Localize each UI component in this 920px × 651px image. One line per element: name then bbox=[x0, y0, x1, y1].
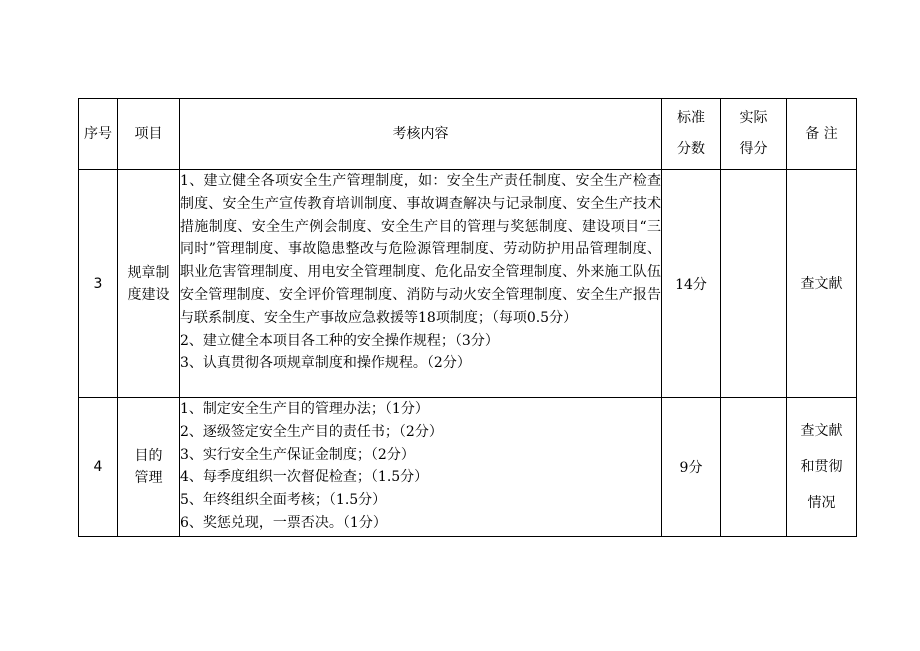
row-remark: 查文献和贯彻情况 bbox=[787, 398, 857, 537]
content-line: 4、每季度组织一次督促检查；（1.5分） bbox=[180, 469, 429, 486]
table-row bbox=[79, 170, 857, 398]
row-standard-score: 9分 bbox=[662, 398, 721, 537]
row-item: 目的管理 bbox=[118, 398, 180, 537]
row-seq: 3 bbox=[79, 170, 118, 398]
row-remark: 查文献 bbox=[787, 170, 857, 398]
header-content: 考核内容 bbox=[180, 99, 662, 170]
content-line: 1、建立健全各项安全生产管理制度，如：安全生产责任制度、安全生产检查制度、安全生产宣传教育培训制度、事故调查解决与记录制度、安全生产技术措施制度、安全生产例会制度、安全生产目的管理与奖惩制度、建设项目“三同时”管理制度、事故隐患整改与危险源管理制度、劳动防护用品管理制度、职业危害管理制度、用电安全管理制度、危化品安全管理制度、外来施工队伍安全管理制度、安全评价管理制度、消防与动火安全管理制度、安全生产报告与联系制度、安全生产事故应急救援等18项制度；（每项0.5分） bbox=[180, 173, 661, 326]
header-remark: 备 注 bbox=[787, 99, 857, 170]
content-line: 2、逐级签定安全生产目的责任书；（2分） bbox=[180, 423, 443, 440]
content-line: 3、实行安全生产保证金制度；（2分） bbox=[180, 446, 415, 463]
content-line: 5、年终组织全面考核；（1.5分） bbox=[180, 492, 387, 509]
row-actual-score bbox=[721, 398, 787, 537]
content-line: 6、奖惩兑现，一票否决。（1分） bbox=[180, 514, 387, 531]
row-content bbox=[180, 170, 662, 398]
row-seq: 4 bbox=[79, 398, 118, 537]
row-content bbox=[180, 398, 662, 537]
content-line: 3、认真贯彻各项规章制度和操作规程。（2分） bbox=[180, 355, 471, 372]
header-row bbox=[79, 99, 857, 170]
row-item: 规章制度建设 bbox=[118, 170, 180, 398]
content-line: 2、建立健全本项目各工种的安全操作规程；（3分） bbox=[180, 332, 499, 349]
header-standard-score: 标准分数 bbox=[662, 99, 721, 170]
header-item: 项目 bbox=[118, 99, 180, 170]
row-standard-score: 14分 bbox=[662, 170, 721, 398]
header-seq: 序号 bbox=[79, 99, 118, 170]
content-line: 1、制定安全生产目的管理办法；（1分） bbox=[180, 401, 429, 417]
row-actual-score bbox=[721, 170, 787, 398]
assessment-table bbox=[78, 98, 857, 537]
header-actual-score: 实际得分 bbox=[721, 99, 787, 170]
table-row bbox=[79, 398, 857, 537]
